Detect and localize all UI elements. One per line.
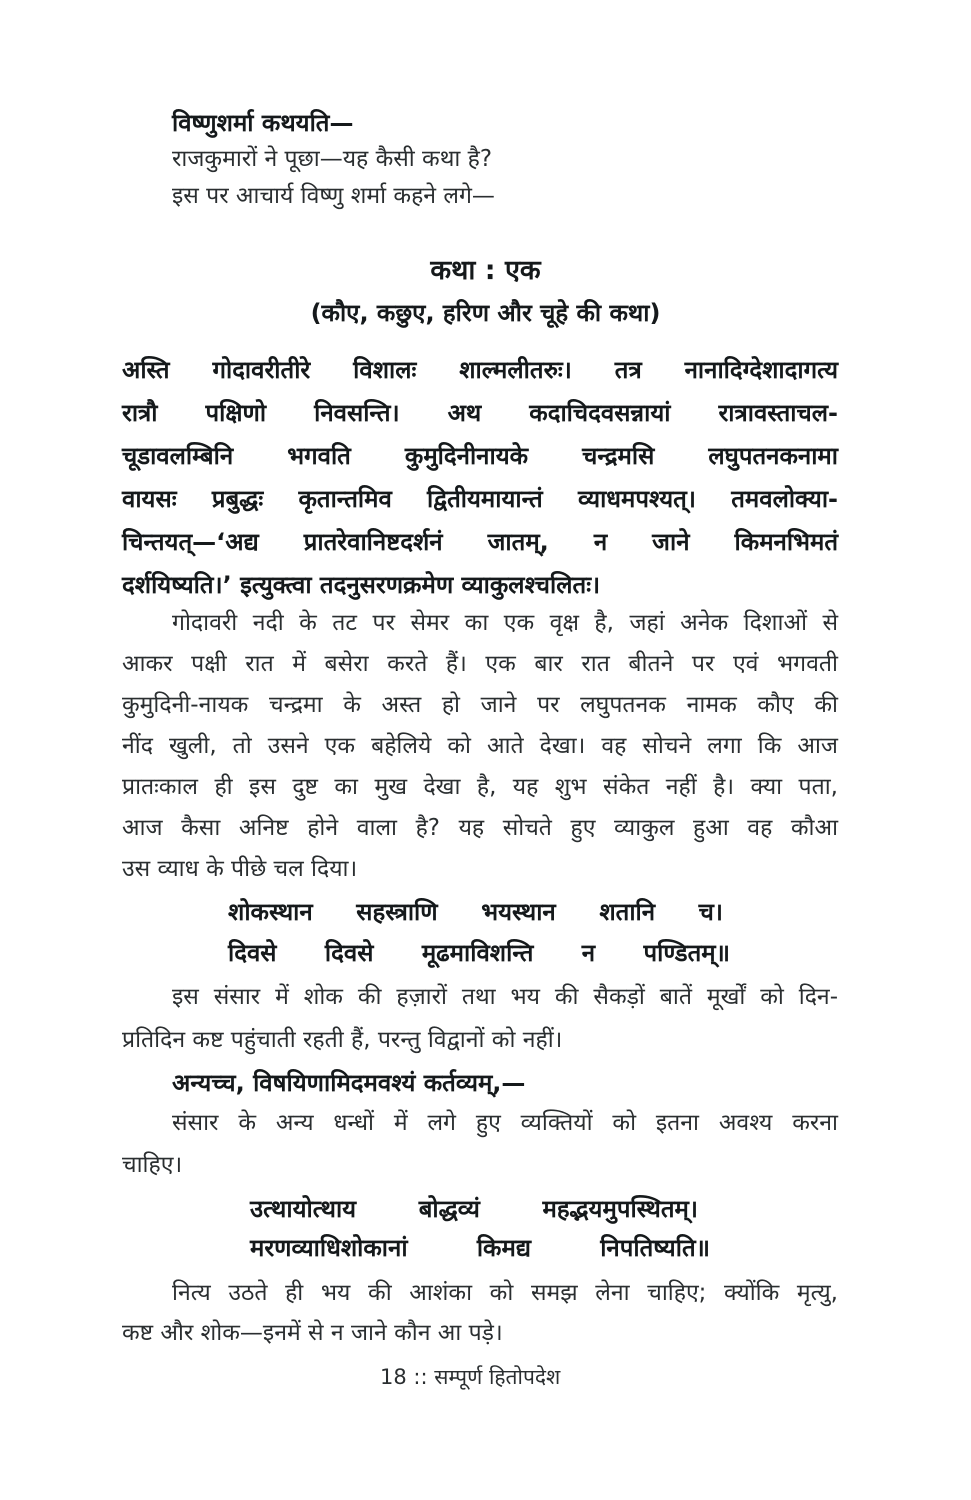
sanskrit-line: दर्शयिष्यति।’ इत्युक्त्वा तदनुसरणक्रमेण व्याकुलश्चलितः।	[122, 571, 601, 599]
shloka-line: शोकस्थान सहस्त्राणि भयस्थान शतानि च।	[228, 898, 723, 926]
book-title: सम्पूर्ण हितोपदेश	[434, 1365, 561, 1389]
sanskrit-line: वायसः प्रबुद्धः कृतान्तमिव द्वितीयमायान्तं व्याधमपश्यत्। तमवलोक्या-	[122, 485, 838, 513]
hindi-line: उस व्याध के पीछे चल दिया।	[122, 856, 358, 882]
page-number: 18	[380, 1365, 407, 1389]
sanskrit-line: अस्ति गोदावरीतीरे विशालः शाल्मलीतरुः। तत्र नानादिग्देशादागत्य	[122, 356, 838, 384]
intro-heading: विष्णुशर्मा कथयति—	[172, 109, 354, 137]
hindi-line: चाहिए।	[122, 1152, 183, 1178]
shloka-line: दिवसे दिवसे मूढमाविशन्ति न पण्डितम्॥	[228, 939, 730, 967]
sanskrit-line: चिन्तयत्—‘अद्य प्रातरेवानिष्टदर्शनं जातम्, न जाने किमनभिमतं	[122, 528, 838, 556]
intro-line: इस पर आचार्य विष्णु शर्मा कहने लगे—	[172, 183, 495, 209]
hindi-line: गोदावरी नदी के तट पर सेमर का एक वृक्ष है, जहां अनेक दिशाओं से	[172, 610, 838, 636]
sanskrit-line: रात्रौ पक्षिणो निवसन्ति। अथ कदाचिदवसन्नायां रात्रावस्ताचल-	[122, 399, 838, 427]
shloka-line: मरणव्याधिशोकानां किमद्य निपतिष्यति॥	[250, 1234, 710, 1262]
sanskrit-line: अन्यच्च, विषयिणामिदमवश्यं कर्तव्यम्,—	[172, 1069, 526, 1097]
hindi-line: इस संसार में शोक की हज़ारों तथा भय की सैकड़ों बातें मूर्खों को दिन-	[172, 984, 838, 1010]
hindi-line: कष्ट और शोक—इनमें से न जाने कौन आ पड़े।	[122, 1320, 503, 1346]
story-subtitle: (कौए, कछुए, हरिण और चूहे की कथा)	[310, 299, 661, 327]
hindi-line: प्रातःकाल ही इस दुष्ट का मुख देखा है, यह शुभ संकेत नहीं है। क्या पता,	[122, 774, 838, 800]
story-title: कथा : एक	[430, 255, 541, 286]
hindi-line: नींद खुली, तो उसने एक बहेलिये को आते देखा। वह सोचने लगा कि आज	[122, 733, 838, 759]
page-footer	[380, 1362, 560, 1392]
footer-separator: ::	[413, 1365, 428, 1389]
hindi-line: कुमुदिनी-नायक चन्द्रमा के अस्त हो जाने पर लघुपतनक नामक कौए की	[122, 692, 838, 718]
hindi-line: आज कैसा अनिष्ट होने वाला है? यह सोचते हुए व्याकुल हुआ वह कौआ	[122, 815, 838, 841]
hindi-line: आकर पक्षी रात में बसेरा करते हैं। एक बार रात बीतने पर एवं भगवती	[122, 651, 838, 677]
hindi-line: संसार के अन्य धन्धों में लगे हुए व्यक्तियों को इतना अवश्य करना	[172, 1110, 838, 1136]
intro-line: राजकुमारों ने पूछा—यह कैसी कथा है?	[172, 146, 493, 172]
hindi-line: नित्य उठते ही भय की आशंका को समझ लेना चाहिए; क्योंकि मृत्यु,	[172, 1280, 838, 1306]
sanskrit-line: चूडावलम्बिनि भगवति कुमुदिनीनायके चन्द्रमसि लघुपतनकनामा	[122, 442, 838, 470]
shloka-line: उत्थायोत्थाय बोद्धव्यं महद्भयमुपस्थितम्।	[250, 1195, 698, 1223]
hindi-line: प्रतिदिन कष्ट पहुंचाती रहती हैं, परन्तु विद्वानों को नहीं।	[122, 1027, 563, 1053]
